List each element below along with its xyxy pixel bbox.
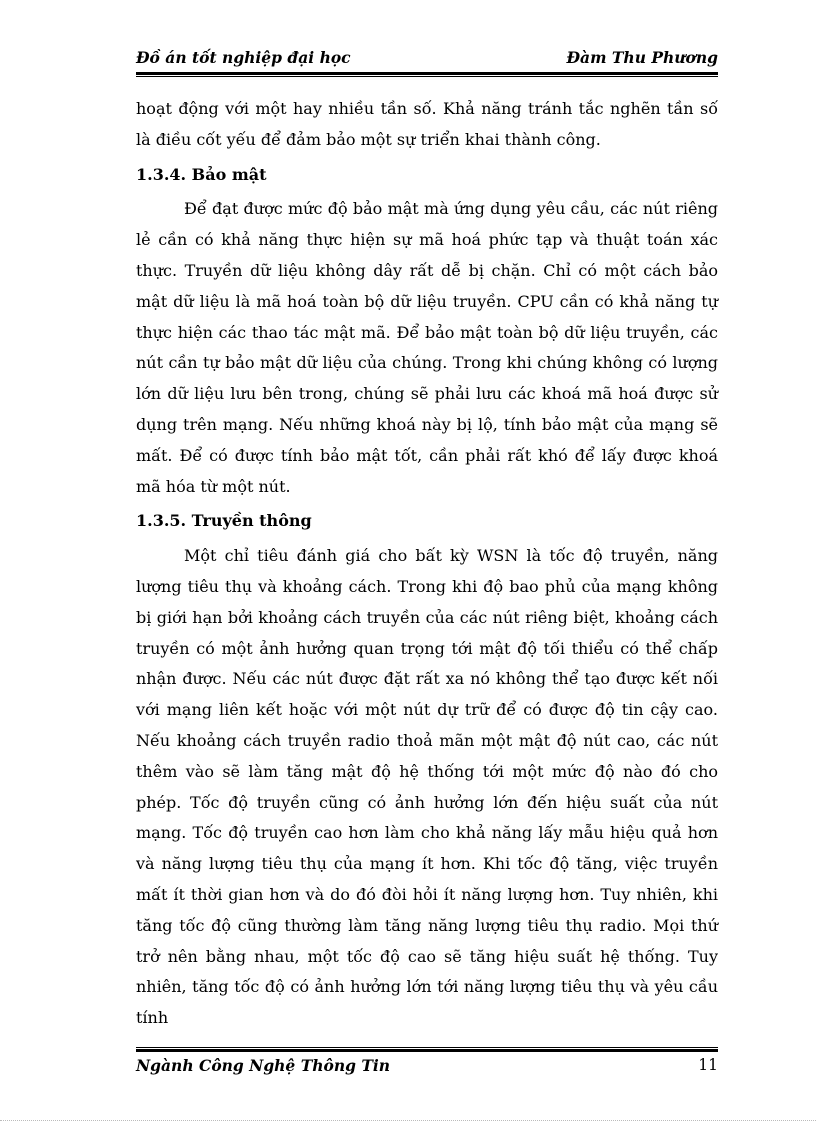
page-footer bbox=[136, 1056, 718, 1078]
header-document-title: Đồ án tốt nghiệp đại học bbox=[136, 48, 351, 67]
page-header bbox=[136, 48, 718, 70]
header-divider bbox=[136, 72, 718, 77]
section-heading-communication: 1.3.5. Truyền thông bbox=[136, 511, 312, 531]
page-edge-dotted-line bbox=[0, 1120, 816, 1121]
footer-divider bbox=[136, 1047, 718, 1052]
security-paragraph: Để đạt được mức độ bảo mật mà ứng dụng yêu cầu, các nút riêng lẻ cần có khả năng thực hiện sự mã hoá phức tạp và thuật toán xác thực. Truyền dữ liệu không dây rất dễ bị chặn. Chỉ có một cách bảo mật dữ liệu là mã hoá toàn bộ dữ liệu truyền. CPU cần có khả năng tự thực hiện các thao tác mật mã. Để bảo mật toàn bộ dữ liệu truyền, các nút cần tự bảo mật dữ liệu của chúng. Trong khi chúng không có lượng lớn dữ liệu lưu bên trong, chúng sẽ phải lưu các khoá mã hoá được sử dụng trên mạng. Nếu những khoá này bị lộ, tính bảo mật của mạng sẽ mất. Để có được tính bảo mật tốt, cần phải rất khó để lấy được khoá mã hóa từ một nút. bbox=[136, 199, 718, 496]
communication-paragraph: Một chỉ tiêu đánh giá cho bất kỳ WSN là tốc độ truyền, năng lượng tiêu thụ và khoảng cách. Trong khi độ bao phủ của mạng không bị giới hạn bởi khoảng cách truyền của các nút riêng biệt, khoảng cách truyền có một ảnh hưởng quan trọng tới mật độ tối thiểu có thể chấp nhận được. Nếu các nút được đặt rất xa nó không thể tạo được kết nối với mạng liên kết hoặc với một nút dự trữ để có được độ tin cậy cao. Nếu khoảng cách truyền radio thoả mãn một mật độ nút cao, các nút thêm vào sẽ làm tăng mật độ hệ thống tới một mức độ nào đó cho phép. Tốc độ truyền cũng có ảnh hưởng lớn đến hiệu suất của nút mạng. Tốc độ truyền cao hơn làm cho khả năng lấy mẫu hiệu quả hơn và năng lượng tiêu thụ của mạng ít hơn. Khi tốc độ tăng, việc truyền mất ít thời gian hơn và do đó đòi hỏi ít năng lượng hơn. Tuy nhiên, khi tăng tốc độ cũng thường làm tăng năng lượng tiêu thụ radio. Mọi thứ trở nên bằng nhau, một tốc độ cao sẽ tăng hiệu suất hệ thống. Tuy nhiên, tăng tốc độ có ảnh hưởng lớn tới năng lượng tiêu thụ và yêu cầu tính bbox=[136, 546, 718, 1028]
page-body bbox=[136, 94, 718, 1034]
footer-department: Ngành Công Nghệ Thông Tin bbox=[136, 1056, 391, 1075]
section-heading-security: 1.3.4. Bảo mật bbox=[136, 164, 267, 184]
page-number: 11 bbox=[698, 1056, 718, 1074]
intro-paragraph: hoạt động với một hay nhiều tần số. Khả năng tránh tắc nghẽn tần số là điều cốt yếu để đảm bảo một sự triển khai thành công. bbox=[136, 99, 718, 149]
header-author-name: Đàm Thu Phương bbox=[566, 48, 718, 67]
